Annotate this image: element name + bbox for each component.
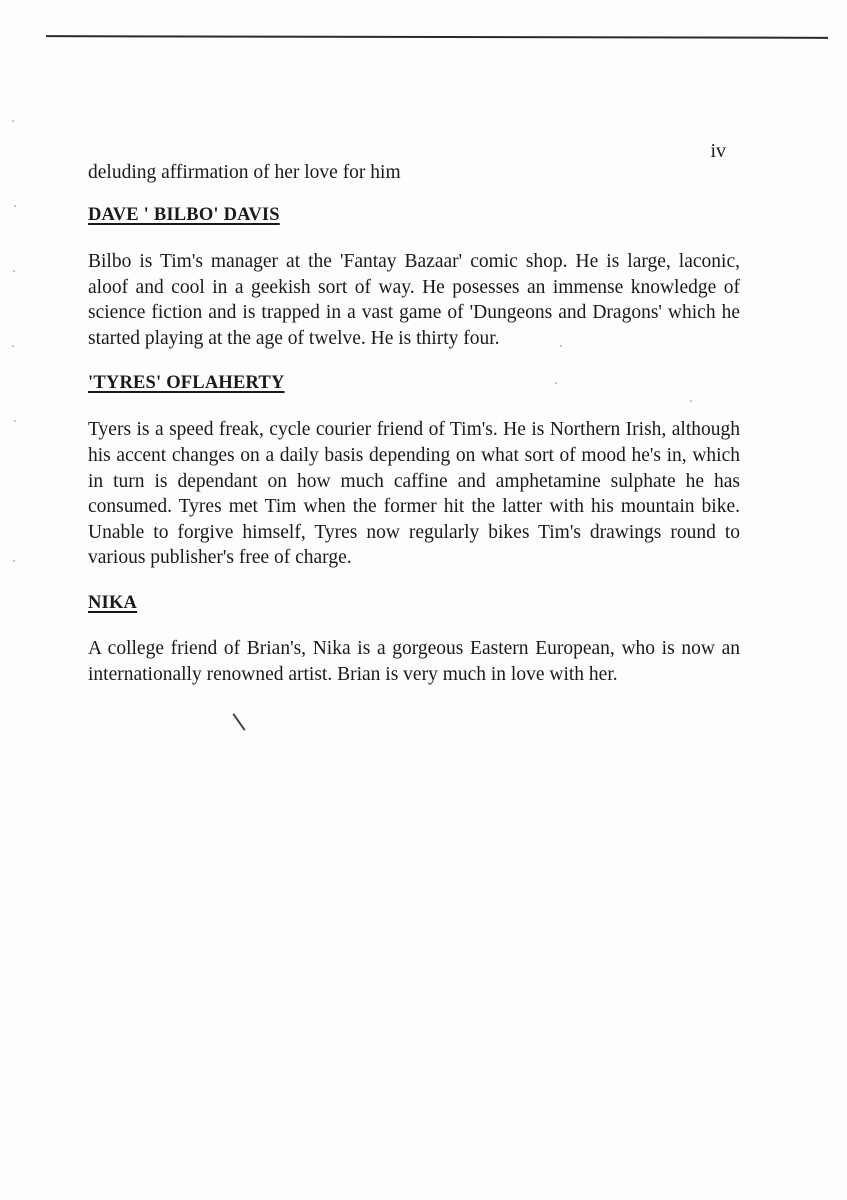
scan-speck	[14, 205, 16, 207]
scan-speck	[13, 560, 15, 562]
scan-speck	[690, 400, 692, 402]
scan-speck	[12, 120, 14, 122]
character-heading-nika: NIKA	[88, 592, 138, 613]
scan-speck	[14, 420, 16, 422]
pen-mark	[232, 713, 245, 731]
header-rule	[46, 35, 828, 39]
page-number: iv	[710, 140, 726, 162]
character-description-tyres: Tyers is a speed freak, cycle courier friend of Tim's. He is Northern Irish, although his accent changes on a daily basis depending on what sort of mood he's in, which in turn is dependant on how much caffine and amphetamine sulphate he has consumed. Tyres met Tim when the former hit the latter with his mountain bike. Unable to forgive himself, Tyres now regularly bikes Tim's drawings round to various publisher's free of charge.	[88, 419, 740, 569]
character-description-bilbo: Bilbo is Tim's manager at the 'Fantay Bazaar' comic shop. He is large, laconic, aloof and cool in a geekish sort of way. He posesses an immense knowledge of science fiction and is trapped in a vast game of 'Dungeons and Dragons' which he started playing at the age of twelve. He is thirty four.	[88, 251, 740, 349]
scan-speck	[13, 270, 15, 272]
scan-speck	[555, 382, 557, 384]
character-description-nika: A college friend of Brian's, Nika is a gorgeous Eastern European, who is now an internationally renowned artist. Brian is very much in love with her.	[88, 637, 740, 685]
continuation-line: deluding affirmation of her love for him	[88, 162, 401, 183]
document-body	[88, 160, 740, 687]
scan-speck	[560, 345, 562, 347]
scan-speck	[12, 345, 14, 347]
character-heading-tyres: 'TYRES' OFLAHERTY	[88, 373, 285, 394]
character-heading-bilbo: DAVE ' BILBO' DAVIS	[88, 205, 280, 225]
